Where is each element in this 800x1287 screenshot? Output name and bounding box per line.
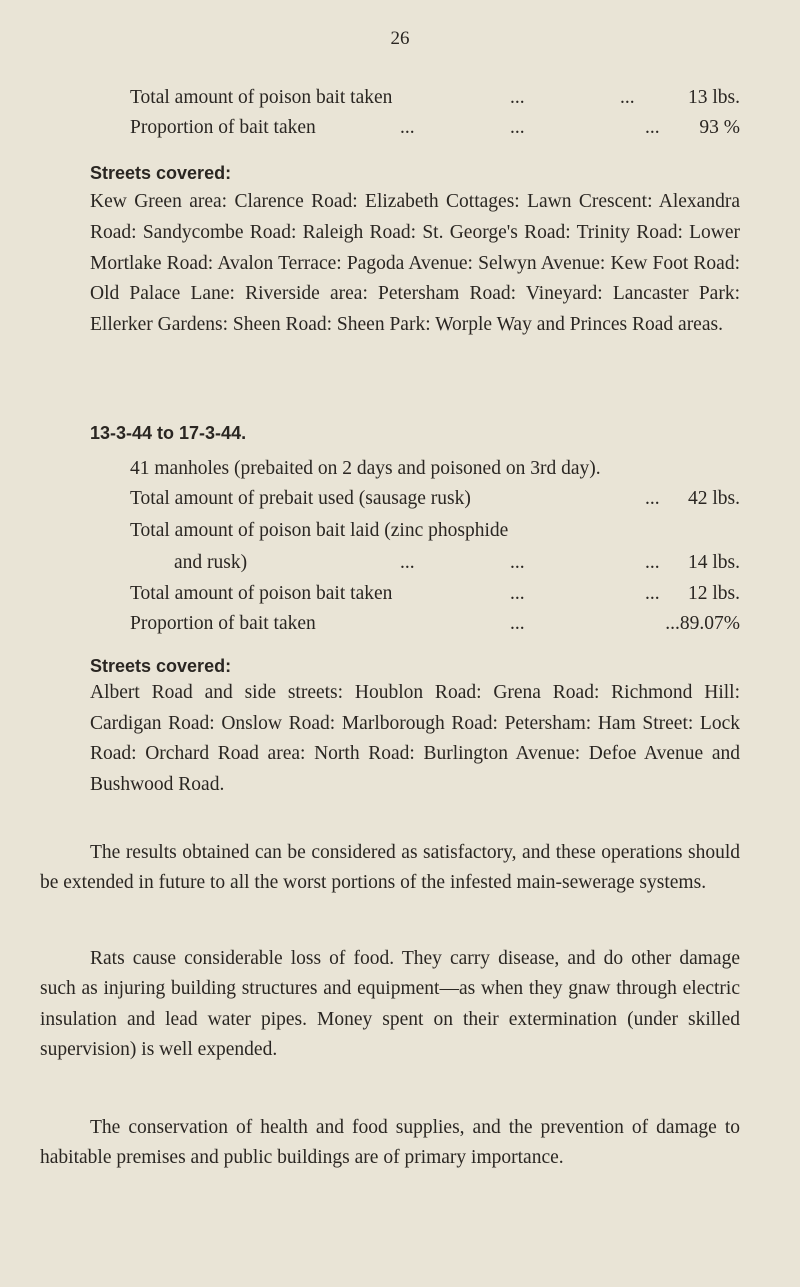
summary-row-prebait <box>130 488 740 510</box>
body-paragraph-conservation: The conservation of health and food supplies, and the prevention of damage to habitable premises and public buildings are of primary importance. <box>40 1117 740 1169</box>
row-value: 93 % <box>699 117 740 138</box>
summary-row-poison-taken <box>130 87 740 109</box>
summary-row-poison-laid <box>130 552 740 574</box>
row-value: 12 lbs. <box>687 583 740 604</box>
row-leader-dots: ... <box>510 583 525 604</box>
row-leader-dots: ... <box>620 87 635 108</box>
row-leader-dots: ... <box>645 583 660 604</box>
row-leader-dots: ... <box>510 117 525 138</box>
row-label: Proportion of bait taken <box>130 613 316 634</box>
streets-covered-heading: Streets covered: <box>90 163 232 183</box>
row-leader-dots: ... <box>510 552 525 573</box>
row-leader-dots: ... <box>400 552 415 573</box>
row-label: Total amount of prebait used (sausage rusk) <box>130 488 471 509</box>
row-value: 13 lbs. <box>687 87 740 108</box>
streets-list-paragraph-2: Albert Road and side streets: Houblon Road: Grena Road: Richmond Hill: Cardigan Road: Onslow Road: Marlborough Road: Petersham: Ham Street: Lock Road: Orchard Road area: North Road: Burlington Avenue: Defoe Avenue and Bushwood Road. <box>90 682 740 795</box>
row-label: Total amount of poison bait taken <box>130 87 393 108</box>
row-value: ...89.07% <box>665 613 740 634</box>
body-paragraph-results: The results obtained can be considered as satisfactory, and these operations should be extended in future to all the worst portions of the infested main-sewerage systems. <box>40 842 740 894</box>
manholes-line: 41 manholes (prebaited on 2 days and poisoned on 3rd day). <box>130 458 601 479</box>
body-paragraph-rats: Rats cause considerable loss of food. They carry disease, and do other damage such as injuring building structures and equipment—as when they gnaw through electric insulation and lead water pipes. Money spent on their extermination (under skilled supervision) is well expended. <box>40 948 740 1061</box>
summary-row-proportion-2 <box>130 613 740 635</box>
row-leader-dots: ... <box>645 117 660 138</box>
date-range-heading: 13-3-44 to 17-3-44. <box>90 423 247 443</box>
row-leader-dots: ... <box>645 488 660 509</box>
row-leader-dots: ... <box>645 552 660 573</box>
summary-row-proportion <box>130 117 740 139</box>
streets-covered-heading-2: Streets covered: <box>90 656 232 676</box>
row-label: and rusk) <box>174 552 248 573</box>
row-value: 14 lbs. <box>687 552 740 573</box>
row-leader-dots: ... <box>400 117 415 138</box>
row-label: Proportion of bait taken <box>130 117 316 138</box>
row-value: 42 lbs. <box>687 488 740 509</box>
page-number: 26 <box>390 28 410 49</box>
row-label: Total amount of poison bait taken <box>130 583 393 604</box>
row-leader-dots: ... <box>510 613 525 634</box>
streets-list-paragraph: Kew Green area: Clarence Road: Elizabeth Cottages: Lawn Crescent: Alexandra Road: Sandycombe Road: Raleigh Road: St. George's Road: Trinity Road: Lower Mortlake Road: Avalon Terrace: Pagoda Avenue: Selwyn Avenue: Kew Foot Road: Old Palace Lane: Riverside area: Petersham Road: Vineyard: Lancaster Park: Ellerker Gardens: Sheen Road: Sheen Park: Worple Way and Princes Road areas. <box>90 191 740 336</box>
poison-laid-label-line1: Total amount of poison bait laid (zinc phosphide <box>130 520 509 541</box>
summary-row-poison-taken-2 <box>130 583 740 605</box>
row-leader-dots: ... <box>510 87 525 108</box>
